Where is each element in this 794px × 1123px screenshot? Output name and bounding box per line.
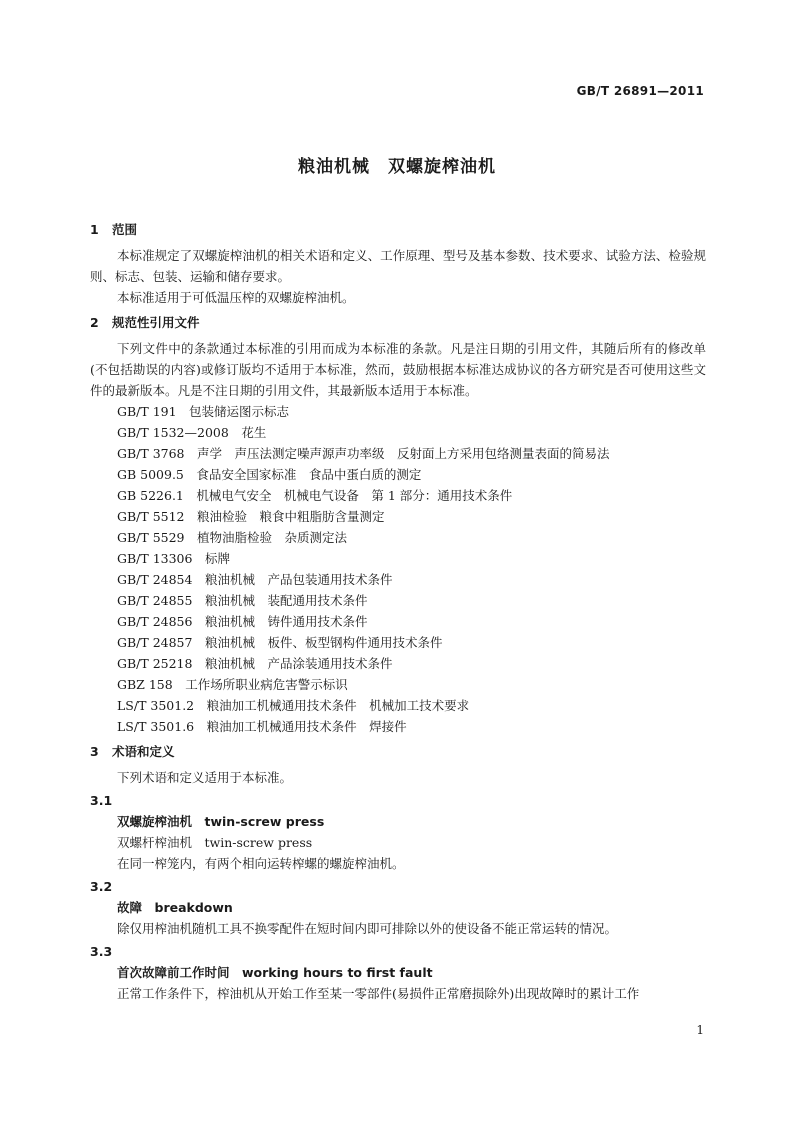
- reference-item: GB/T 24856 粮油机械 铸件通用技术条件: [117, 614, 368, 629]
- section-heading-scope: 1 范围: [90, 222, 138, 237]
- reference-item: GB/T 24855 粮油机械 装配通用技术条件: [117, 593, 368, 608]
- term-synonym: 双螺杆榨油机 twin-screw press: [117, 835, 313, 850]
- term-definition: 除仅用榨油机随机工具不换零配件在短时间内即可排除以外的使设备不能正常运转的情况。: [117, 921, 618, 936]
- term-name: 双螺旋榨油机 twin-screw press: [117, 814, 325, 829]
- term-number: 3.1: [90, 793, 113, 808]
- reference-item: GB/T 24854 粮油机械 产品包装通用技术条件: [117, 572, 393, 587]
- page-number: 1: [696, 1023, 704, 1037]
- document-body: [90, 215, 706, 1004]
- term-definition: 在同一榨笼内，有两个相向运转榨螺的螺旋榨油机。: [117, 856, 405, 871]
- reference-item: GB/T 191 包装储运图示标志: [117, 404, 290, 419]
- reference-item: GB 5226.1 机械电气安全 机械电气设备 第 1 部分：通用技术条件: [117, 488, 513, 503]
- term-name: 故障 breakdown: [117, 900, 233, 915]
- reference-item: GB/T 5512 粮油检验 粮食中粗脂肪含量测定: [117, 509, 385, 524]
- reference-item: LS/T 3501.6 粮油加工机械通用技术条件 焊接件: [117, 719, 407, 734]
- document-title: 粮油机械 双螺旋榨油机: [298, 157, 496, 177]
- reference-item: GBZ 158 工作场所职业病危害警示标识: [117, 677, 348, 692]
- term-definition: 正常工作条件下，榨油机从开始工作至某一零部件(易损件正常磨损除外)出现故障时的累计工作: [117, 986, 640, 1001]
- reference-item: GB 5009.5 食品安全国家标准 食品中蛋白质的测定: [117, 467, 422, 482]
- paragraph: 下列文件中的条款通过本标准的引用而成为本标准的条款。凡是注日期的引用文件，其随后所有的修改单(不包括勘误的内容)或修订版均不适用于本标准，然而，鼓励根据本标准达成协议的各方研究是否可使用这些文件的最新版本。凡是不注日期的引用文件，其最新版本适用于本标准。: [90, 341, 706, 398]
- term-name: 首次故障前工作时间 working hours to first fault: [117, 965, 433, 980]
- reference-item: GB/T 13306 标牌: [117, 551, 230, 566]
- reference-item: GB/T 1532—2008 花生: [117, 425, 267, 440]
- standard-code: GB/T 26891—2011: [576, 84, 704, 98]
- section-heading-terms-definitions: 3 术语和定义: [90, 744, 175, 759]
- term-number: 3.3: [90, 944, 113, 959]
- paragraph: 下列术语和定义适用于本标准。: [117, 770, 293, 785]
- section-heading-normative-references: 2 规范性引用文件: [90, 315, 200, 330]
- paragraph: 本标准规定了双螺旋榨油机的相关术语和定义、工作原理、型号及基本参数、技术要求、试验方法、检验规则、标志、包装、运输和储存要求。: [90, 248, 706, 284]
- reference-item: GB/T 25218 粮油机械 产品涂装通用技术条件: [117, 656, 393, 671]
- reference-item: GB/T 3768 声学 声压法测定噪声源声功率级 反射面上方采用包络测量表面的简易法: [117, 446, 610, 461]
- reference-item: GB/T 5529 植物油脂检验 杂质测定法: [117, 530, 348, 545]
- term-number: 3.2: [90, 879, 113, 894]
- reference-item: LS/T 3501.2 粮油加工机械通用技术条件 机械加工技术要求: [117, 698, 470, 713]
- paragraph: 本标准适用于可低温压榨的双螺旋榨油机。: [117, 290, 355, 305]
- reference-item: GB/T 24857 粮油机械 板件、板型钢构件通用技术条件: [117, 635, 443, 650]
- reference-list: [90, 401, 706, 737]
